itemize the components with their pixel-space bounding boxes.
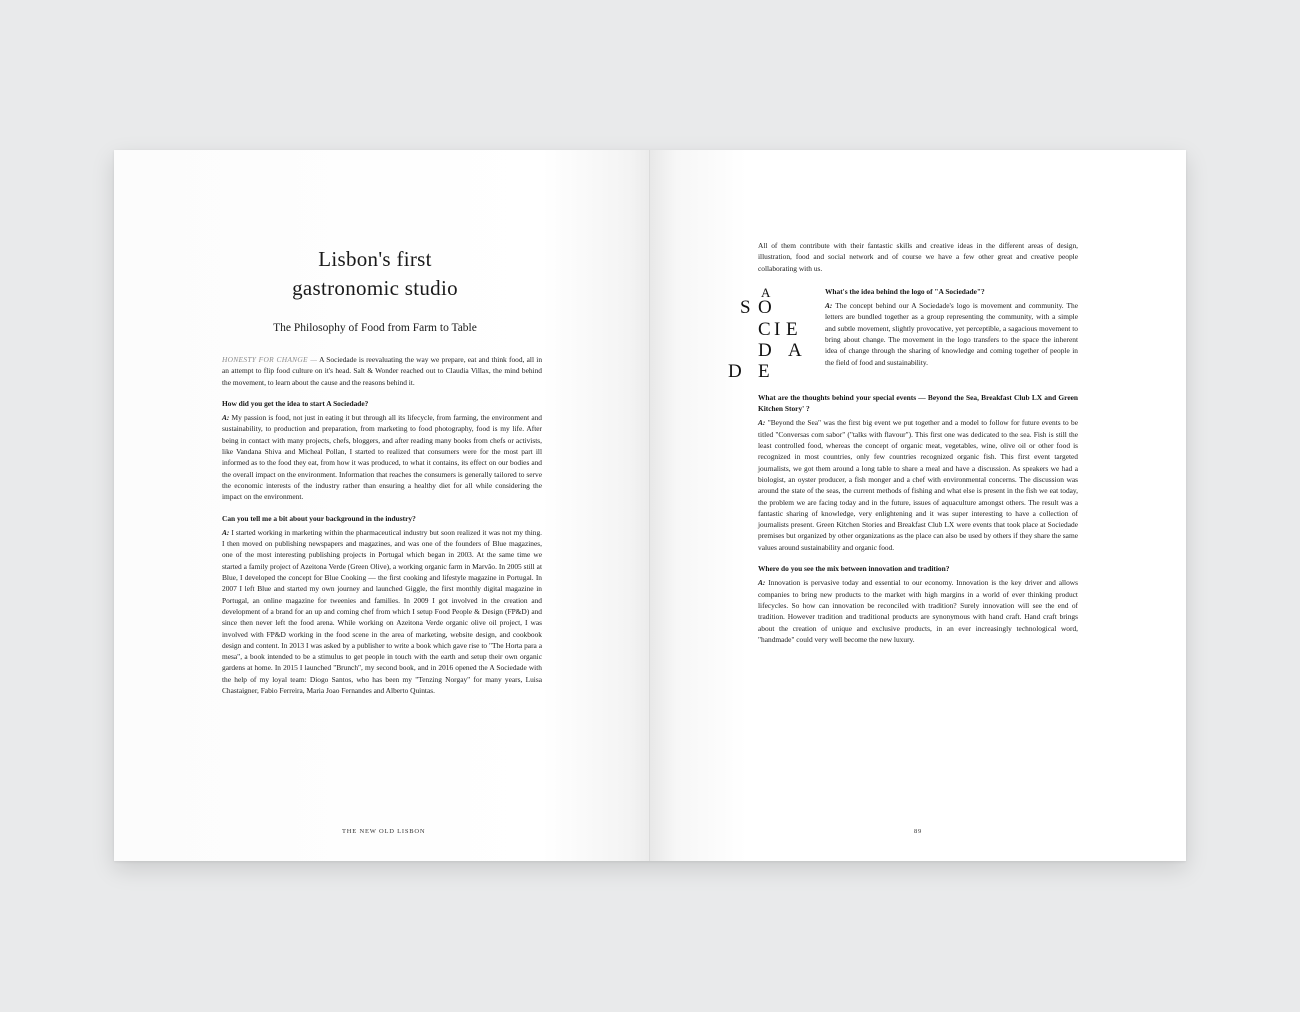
answer-2-text: I started working in marketing within the pharmaceutical industry but soon realized it was not my thing. I then moved on publishing newspapers and magazines, and was one of the founders of Blue magazines, one of the most interesting publishing projects in Portugal which began in 2003. At the same time we started a family project of Azeitona Verde (Green Olive), a working organic farm in Marvão. In 2005 still at Blue, I developed the concept for Blue Cooking — the first cooking and lifestyle magazine in Portugal. In 2007 I left Blue and started my own journey and launched Giggle, the first monthly digital magazine in Portugal, an online magazine for tweenies and families. In 2009 I got involved in the creation and development of a brand for an up and coming chef from which I setup Food People & Design (FP&D) and since then never left the food arena. While working on Azeitona Verde organic olive oil project, I was involved with FP&D working in the food scene in the area of marketing, website design, and cookbook design and content. In 2013 I was asked by a publisher to write a book which gave rise to "The Horta para a mesa", a book intended to be a stimulus to get people in touch with the earth and setup their own organic gardens at home. In 2015 I launched "Brunch", my second book, and in 2016 opened the A Sociedade with the help of my loyal team: Diogo Santos, who has been my "Tenzing Norgay" for many years, Luisa Chastaigner, Fabio Ferreira, Maria Joao Fernandes and Alberto Quintas. <box>222 527 542 696</box>
logo-letter: I <box>774 318 781 340</box>
answer-marker: A: <box>758 578 766 588</box>
logo-letter: A <box>761 284 771 300</box>
title-line-2: gastronomic studio <box>292 276 458 300</box>
answer-events-text: "Beyond the Sea" was the first big event we put together and a model to follow for future events to be titled "Conversas com sabor" ("talks with flavour"). This first one was dedicated to the sea. Fish is still the least controlled food, whereas the concept of organic meat, vegetables, wine, olive oil or other food is recognized in most countries, only few countries recognized organic fish. This first event targeted journalists, we got them around a long table to share a meal and have a discussion. As speakers we had a biologist, an oyster producer, a fish monger and a chef with environmental concerns. The discussion was around the state of the seas, the current methods of fishing and what else is present in the fish we eat today, the problem we are facing today and in the future, issues of aquaculture amongst others. The result was a fantastic sharing of knowledge, very enlightening and it was super interesting to have a collection of journalists present. Green Kitchen Stories and Breakfast Club LX were events that took place at Sociedade premises but organized by other organizations as the place can also be used by others if they share the same values around sustainability and organic food. <box>758 418 1078 552</box>
question-2: Can you tell me a bit about your background in the industry? <box>222 513 416 523</box>
continued-paragraph: All of them contribute with their fantastic skills and creative ideas in the different areas of design, illustration, food and social network and of course we have a few other great and creative people collaborating with us. <box>758 241 1078 273</box>
answer-marker: A: <box>222 527 230 537</box>
right-column <box>728 240 1078 651</box>
logo-letter: A <box>788 339 802 361</box>
logo-letter: E <box>786 318 798 340</box>
logo-letter: C <box>758 318 771 340</box>
question-1: How did you get the idea to start A Sociedade? <box>222 398 369 408</box>
logo-section <box>728 284 1078 382</box>
magazine-spread <box>114 150 1186 861</box>
answer-1-text: My passion is food, not just in eating it but through all its lifecycle, from farming, the environment and sustainability, to production and preparation, from marketing to food photography, food is my life. After being in contact with many projects, chefs, bloggers, and after reading many books from chefs or activists, like Vandana Shiva and Micheal Pollan, I started to realized that consumers were for the most part ill informed as to the food they eat, from how it was produced, to what it contains, its effect on our bodies and the overall impact on the environment. Information that reaches the consumers is generally tailored to serve the economic interests of the industry rather than ensuring a healthy diet for all while considering the impact on the environment. <box>222 413 542 502</box>
answer-events <box>758 417 1078 553</box>
intro-label: HONESTY FOR CHANGE — <box>222 355 318 364</box>
question-logo: What's the idea behind the logo of "A Sociedade"? <box>825 286 985 296</box>
answer-logo <box>825 300 1078 368</box>
logo-letter: E <box>758 360 770 382</box>
running-footer: THE NEW OLD LISBON <box>342 828 426 835</box>
logo-letter: D <box>728 360 742 382</box>
intro-text: A Sociedade is reevaluating the way we prepare, eat and think food, all in an attempt to flip food culture on it's head. Salt & Wonder reached out to Claudia Villax, the mind behind the movement, to learn about the cause and the reasons behind it. <box>222 355 543 387</box>
logo-letter: D <box>758 339 772 361</box>
left-page <box>114 150 650 861</box>
answer-innovation <box>758 577 1078 645</box>
logo-letter: S <box>740 296 751 318</box>
article-subtitle: The Philosophy of Food from Farm to Table <box>273 322 477 334</box>
right-page <box>650 150 1186 861</box>
question-innovation: Where do you see the mix between innovation and tradition? <box>758 564 950 574</box>
answer-marker: A: <box>222 413 230 423</box>
answer-marker: A: <box>758 418 766 428</box>
title-line-1: Lisbon's first <box>318 247 432 271</box>
a-sociedade-logo <box>728 286 820 386</box>
answer-logo-text: The concept behind our A Sociedade's logo is movement and community. The letters are bundled together as a group representing the community, with a simple and subtle movement, slightly provocative, yet perceptible, a sagacious movement to bring about change. The movement in the logo transfers to the space the inherent idea of change through the sharing of knowledge and coming together of people in the field of food and sustainability. <box>825 301 1078 367</box>
logo-letter: O <box>758 296 772 318</box>
article-title <box>114 245 636 303</box>
answer-marker: A: <box>825 301 833 311</box>
page-number: 89 <box>914 828 923 835</box>
answer-2 <box>222 527 542 696</box>
intro-paragraph <box>222 354 542 388</box>
left-column <box>222 354 542 702</box>
answer-1 <box>222 412 542 502</box>
logo-answer-block <box>825 286 1078 374</box>
answer-innovation-text: Innovation is pervasive today and essential to our economy. Innovation is the key driver and allows companies to bring new products to the market with high margins in a world of ever thinking product lifecycles. So how can innovation be reconciled with tradition? Surely innovation will see the end of tradition. However tradition and traditional products are synonymous with hand craft. Hand craft brings about the creation of unique and exclusive products, in an ever increasingly technological word, "handmade" could very well become the new luxury. <box>758 578 1078 644</box>
question-events: What are the thoughts behind your special events — Beyond the Sea, Breakfast Club LX and Green Kitchen Story' ? <box>758 392 1078 414</box>
